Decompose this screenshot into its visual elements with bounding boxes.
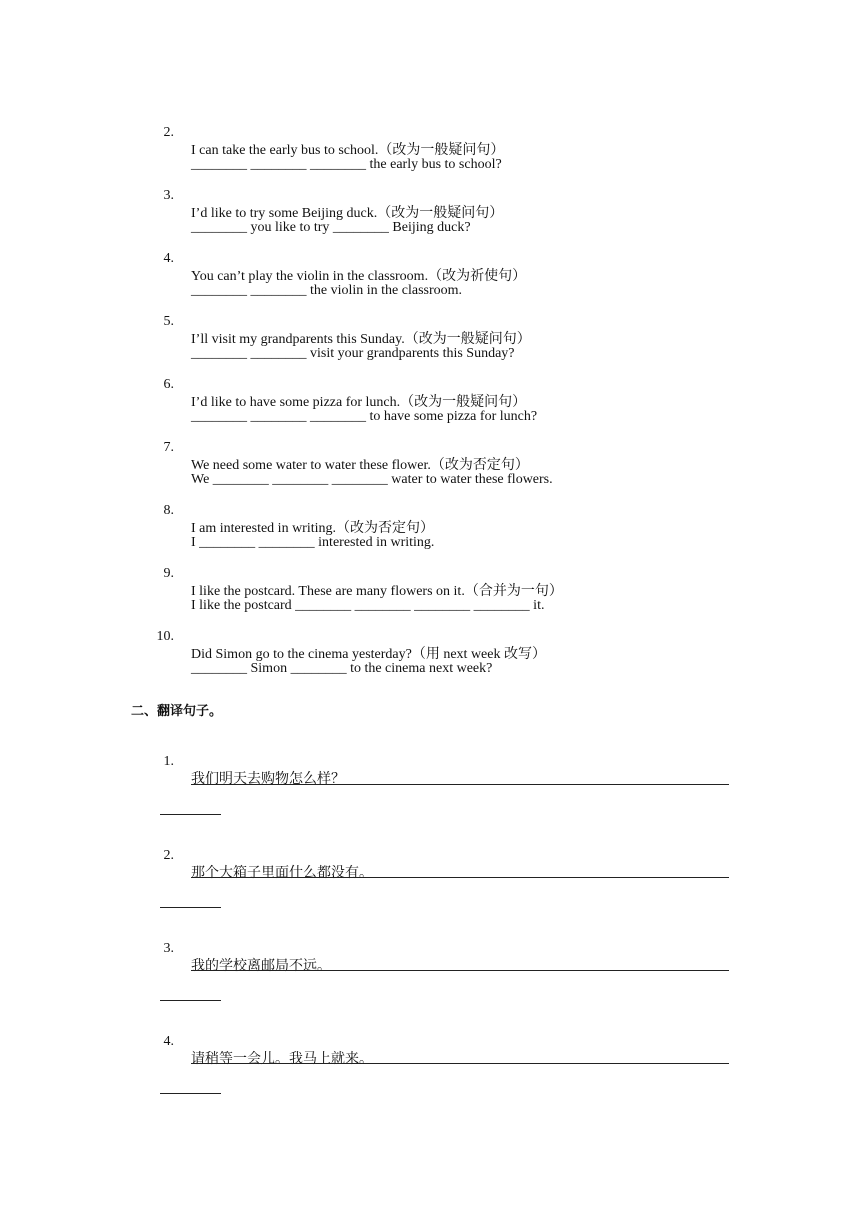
item-number: 5. bbox=[163, 314, 174, 329]
translate-item bbox=[0, 922, 331, 994]
item-number: 8. bbox=[163, 503, 174, 518]
translate-prompt: 我的学校离邮局不远。 bbox=[191, 959, 331, 974]
question-text: I’d like to try some Beijing duck.（改为一般疑问句） bbox=[191, 206, 504, 221]
question-text: I’d like to have some pizza for lunch.（改为一般疑问句） bbox=[191, 395, 527, 410]
translate-prompt: 那个大箱子里面什么都没有。 bbox=[191, 866, 373, 881]
question-text: I’ll visit my grandparents this Sunday.（改为一般疑问句） bbox=[191, 332, 531, 347]
item-number: 2. bbox=[163, 125, 174, 140]
answer-template: ________ ________ visit your grandparents this Sunday? bbox=[191, 346, 515, 361]
question-text: I am interested in writing.（改为否定句） bbox=[191, 521, 435, 536]
item-number: 7. bbox=[163, 440, 174, 455]
translate-prompt: 请稍等一会儿。我马上就来。 bbox=[191, 1052, 373, 1067]
item-number: 10. bbox=[156, 629, 174, 644]
item-number: 6. bbox=[163, 377, 174, 392]
answer-template: ________ ________ ________ to have some pizza for lunch? bbox=[191, 409, 538, 424]
section-heading: 二、翻译句子。 bbox=[131, 704, 223, 719]
answer-template: We ________ ________ ________ water to water these flowers. bbox=[191, 472, 553, 487]
item-number: 2. bbox=[163, 848, 174, 863]
answer-template: ________ ________ ________ the early bus to school? bbox=[191, 157, 502, 172]
item-number: 3. bbox=[163, 188, 174, 203]
answer-rule-continuation[interactable] bbox=[160, 814, 221, 815]
translate-prompt: 我们明天去购物怎么样？ bbox=[191, 772, 345, 787]
answer-template: I like the postcard ________ ________ ________ ________ it. bbox=[191, 598, 545, 613]
item-number: 1. bbox=[163, 754, 174, 769]
answer-template: ________ ________ the violin in the classroom. bbox=[191, 283, 463, 298]
question-text: I can take the early bus to school.（改为一般疑问句） bbox=[191, 143, 505, 158]
translate-item bbox=[0, 735, 345, 807]
answer-template: ________ you like to try ________ Beijing duck? bbox=[191, 220, 471, 235]
answer-rule-continuation[interactable] bbox=[160, 1000, 221, 1001]
answer-rule[interactable] bbox=[191, 877, 729, 878]
item-number: 4. bbox=[163, 251, 174, 266]
answer-template: ________ Simon ________ to the cinema next week? bbox=[191, 661, 493, 676]
answer-rule[interactable] bbox=[191, 1063, 729, 1064]
answer-rule-continuation[interactable] bbox=[160, 1093, 221, 1094]
question-text: I like the postcard. These are many flowers on it.（合并为一句） bbox=[191, 584, 563, 599]
item-number: 9. bbox=[163, 566, 174, 581]
translate-item bbox=[0, 829, 373, 901]
question-text: We need some water to water these flower.（改为否定句） bbox=[191, 458, 529, 473]
question-text: You can’t play the violin in the classroom.（改为祈使句） bbox=[191, 269, 527, 284]
translate-item bbox=[0, 1015, 373, 1087]
item-number: 4. bbox=[163, 1034, 174, 1049]
answer-rule[interactable] bbox=[191, 784, 729, 785]
answer-rule-continuation[interactable] bbox=[160, 907, 221, 908]
question-text: Did Simon go to the cinema yesterday?（用 next week 改写） bbox=[191, 647, 546, 662]
item-number: 3. bbox=[163, 941, 174, 956]
answer-template: I ________ ________ interested in writing. bbox=[191, 535, 435, 550]
answer-rule[interactable] bbox=[191, 970, 729, 971]
